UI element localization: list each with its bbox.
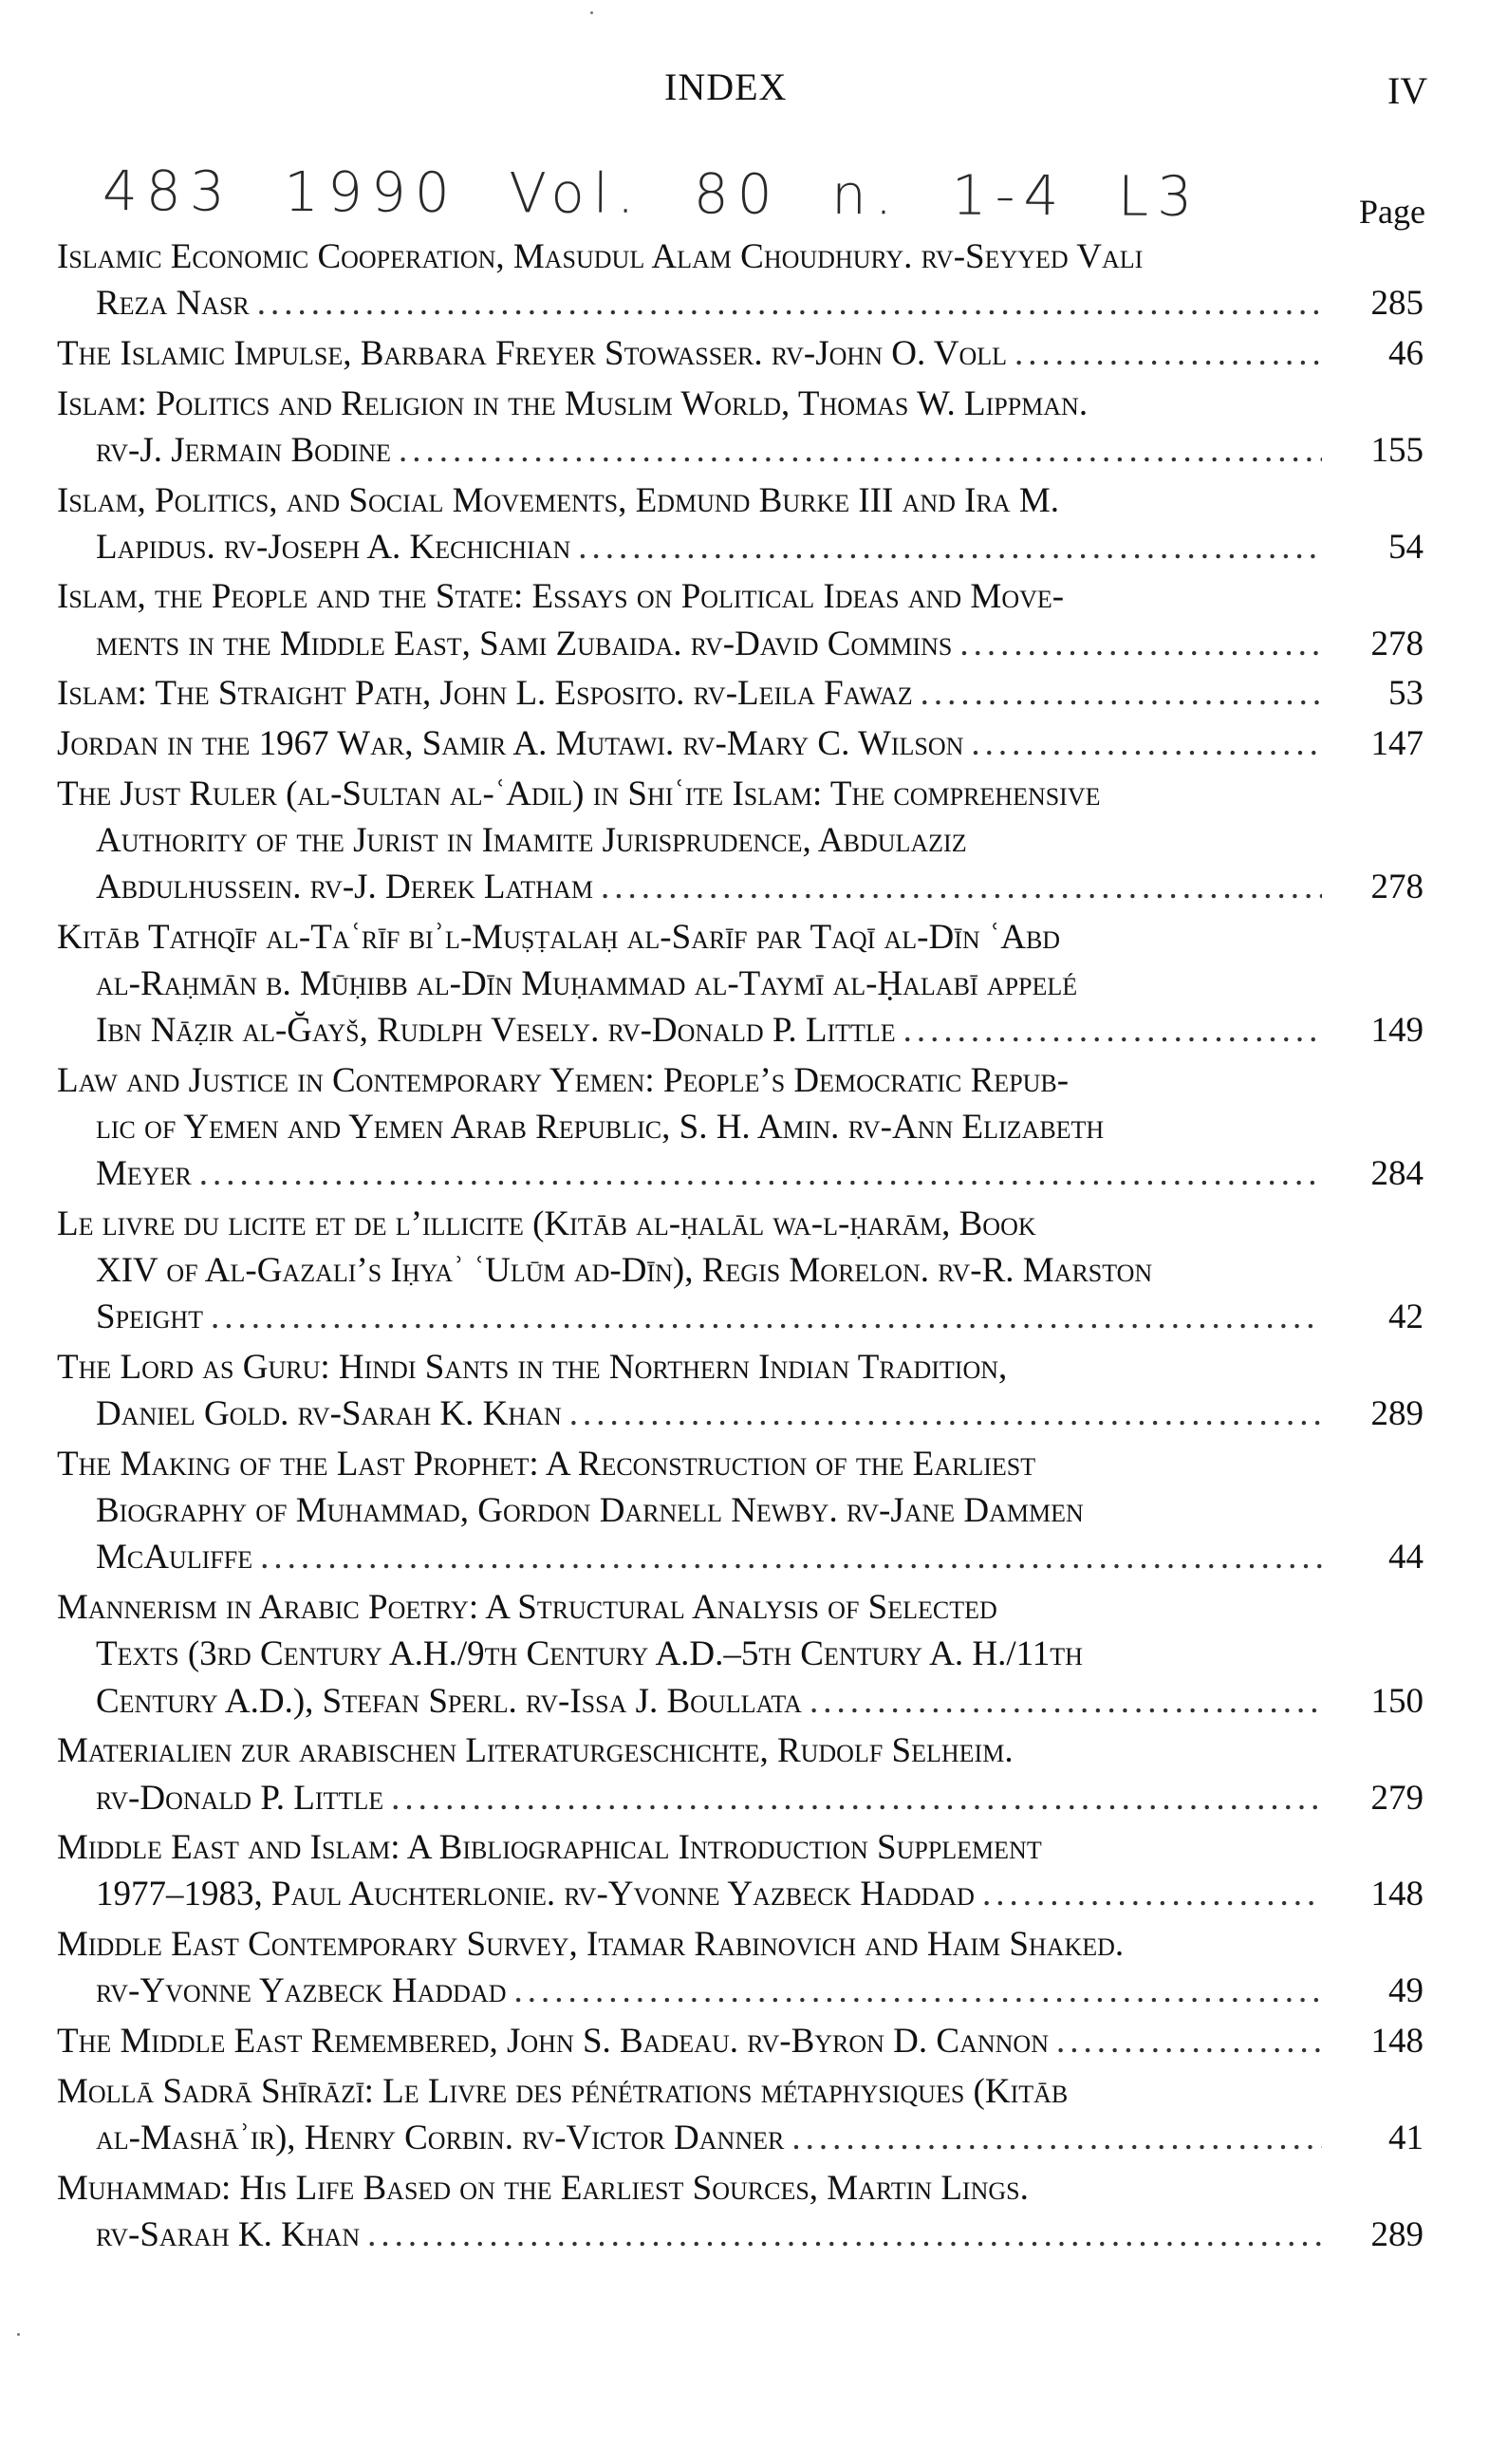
entry-page-number: 148 [1370,1875,1424,1914]
entry-page-number: 149 [1370,1011,1424,1051]
paper-speck [590,11,593,14]
entry-page-number: 54 [1388,527,1424,567]
page-column-label: Page [1359,193,1425,231]
index-entry [57,477,1424,570]
entry-page-number: 284 [1370,1154,1424,1194]
dot-leader [601,864,1322,910]
entry-page-number: 147 [1370,724,1424,764]
entry-page-number: 42 [1388,1297,1424,1337]
index-entry [57,2165,1424,2258]
index-entry [57,381,1424,474]
entry-text-line: Le livre du licite et de l’illicite (Kitāb al-ḥalāl wa-l-ḥarām, Book [57,1204,1036,1244]
dot-leader [211,1294,1322,1340]
index-entry [57,2018,1424,2064]
entry-final-line: 1977–1983, Paul Auchterlonie. rv-Yvonne Yazbeck Haddad [96,1875,975,1914]
index-entry [57,1344,1424,1437]
entry-final-line: Lapidus. rv-Joseph A. Kechichian [96,527,571,567]
index-entry [57,1441,1424,1581]
index-entry [57,573,1424,666]
entry-text-line: Texts (3rd Century A.H./9th Century A.D.–5th Century A. H./11th [96,1634,1083,1674]
entry-final-line: Islam: The Straight Path, John L. Esposito. rv-Leila Fawaz [57,674,913,714]
index-entry [57,330,1424,377]
index-entry [57,914,1424,1055]
index-entry [57,720,1424,767]
dot-leader [514,1968,1322,2014]
entry-text-line: Islam, Politics, and Social Movements, Edmund Burke III and Ira M. [57,480,1059,520]
dot-leader [971,720,1322,767]
entry-final-line: Jordan in the 1967 War, Samir A. Mutawi. rv-Mary C. Wilson [57,724,964,764]
dot-leader [903,1007,1322,1054]
dot-leader [1056,2018,1322,2064]
entry-text-line: Mannerism in Arabic Poetry: A Structural Analysis of Selected [57,1588,997,1628]
entry-text-line: Kitāb Tathqīf al-Taʿrīf biʾl-Muṣṭalaḥ al-Sarīf par Taqī al-Dīn ʿAbd [57,917,1061,957]
entry-text-line: Biography of Muhammad, Gordon Darnell Newby. rv-Jane Dammen [96,1491,1084,1531]
entry-text-line: Middle East Contemporary Survey, Itamar Rabinovich and Haim Shaked. [57,1925,1125,1965]
entry-final-line: The Middle East Remembered, John S. Badeau. rv-Byron D. Cannon [57,2022,1049,2062]
entry-text-line: The Just Ruler (al-Sultan al-ʿAdil) in Shiʿite Islam: The comprehensive [57,774,1101,813]
entry-page-number: 278 [1370,624,1424,663]
dot-leader [959,621,1322,667]
entry-text-line: al-Raḥmān b. Mūḥibb al-Dīn Muḥammad al-Taymī al-Ḥalabī appelé [96,964,1078,1004]
dot-leader [921,670,1322,717]
running-header-page-number: IV [1387,69,1428,112]
entry-text-line: Law and Justice in Contemporary Yemen: People’s Democratic Repub- [57,1060,1070,1100]
entry-page-number: 53 [1388,674,1424,714]
entry-final-line: ments in the Middle East, Sami Zubaida. rv-David Commins [96,624,953,663]
entry-text-line: The Lord as Guru: Hindi Sants in the Northern Indian Tradition, [57,1348,1008,1388]
entry-text-line: Middle East and Islam: A Bibliographical Introduction Supplement [57,1828,1042,1868]
entry-page-number: 41 [1388,2118,1424,2157]
entry-final-line: McAuliffe [96,1538,253,1577]
handwritten-call-number: 483 1990 Vol. 80 n. 1-4 L3 [102,158,1201,230]
entry-final-line: rv-Donald P. Little [96,1778,384,1818]
dot-leader [199,1150,1322,1197]
entry-page-number: 46 [1388,333,1424,373]
entry-page-number: 49 [1388,1971,1424,2011]
dot-leader [569,1391,1322,1437]
entry-final-line: rv-J. Jermain Bodine [96,430,392,470]
index-entry [57,1201,1424,1341]
index-entries [57,233,1424,2262]
entry-text-line: lic of Yemen and Yemen Arab Republic, S. H. Amin. rv-Ann Elizabeth [96,1108,1105,1148]
dot-leader [391,1775,1322,1821]
entry-page-number: 285 [1370,284,1424,324]
entry-text-line: Authority of the Jurist in Imamite Jurisprudence, Abdulaziz [96,820,967,860]
entry-text-line: The Making of the Last Prophet: A Reconstruction of the Earliest [57,1445,1036,1484]
entry-text-line: Mollā Sadrā Shīrāzī: Le Livre des pénétrations métaphysiques (Kitāb [57,2071,1069,2111]
entry-final-line: Reza Nasr [96,284,250,324]
entry-final-line: Century A.D.), Stefan Sperl. rv-Issa J. Boullata [96,1681,802,1721]
entry-final-line: Abdulhussein. rv-J. Derek Latham [96,868,593,907]
entry-text-line: Islam: Politics and Religion in the Muslim World, Thomas W. Lippman. [57,383,1089,423]
index-entry [57,771,1424,911]
dot-leader [399,427,1322,474]
entry-final-line: Ibn Nāẓir al-Ğayš, Rudlph Vesely. rv-Donald P. Little [96,1011,896,1051]
entry-page-number: 289 [1370,2214,1424,2254]
entry-text-line: Materialien zur arabischen Literaturgeschichte, Rudolf Selheim. [57,1731,1014,1771]
paper-speck [17,2333,20,2336]
entry-page-number: 148 [1370,2022,1424,2062]
index-entry [57,233,1424,327]
running-header-title: INDEX [664,65,788,108]
entry-page-number: 279 [1370,1778,1424,1818]
entry-final-line: Meyer [96,1154,192,1194]
index-entry [57,670,1424,717]
entry-final-line: al-Mashāʾir), Henry Corbin. rv-Victor Danner [96,2118,785,2157]
dot-leader [257,280,1322,327]
entry-text-line: Islamic Economic Cooperation, Masudul Alam Choudhury. rv-Seyyed Vali [57,237,1144,276]
entry-page-number: 289 [1370,1394,1424,1434]
dot-leader [1014,330,1322,377]
entry-final-line: rv-Yvonne Yazbeck Haddad [96,1971,507,2011]
entry-text-line: Islam, the People and the State: Essays on Political Ideas and Move- [57,577,1065,617]
entry-final-line: The Islamic Impulse, Barbara Freyer Stowasser. rv-John O. Voll [57,333,1008,373]
entry-page-number: 155 [1370,430,1424,470]
index-entry [57,1921,1424,2014]
dot-leader [367,2212,1322,2258]
entry-final-line: Daniel Gold. rv-Sarah K. Khan [96,1394,562,1434]
entry-final-line: Speight [96,1297,204,1337]
entry-text-line: Muhammad: His Life Based on the Earliest Sources, Martin Lings. [57,2168,1029,2208]
entry-text-line: XIV of Al-Gazali’s Iḥyaʾ ʿUlūm ad-Dīn), Regis Morelon. rv-R. Marston [96,1251,1153,1291]
dot-leader [260,1534,1322,1580]
dot-leader [982,1871,1322,1917]
dot-leader [810,1678,1322,1725]
index-entry [57,1584,1424,1725]
dot-leader [578,524,1322,570]
entry-page-number: 278 [1370,868,1424,907]
dot-leader [791,2115,1322,2161]
index-entry [57,1824,1424,1917]
entry-final-line: rv-Sarah K. Khan [96,2214,361,2254]
entry-page-number: 150 [1370,1681,1424,1721]
index-entry [57,2068,1424,2161]
entry-page-number: 44 [1388,1538,1424,1577]
index-entry [57,1057,1424,1198]
index-entry [57,1727,1424,1820]
